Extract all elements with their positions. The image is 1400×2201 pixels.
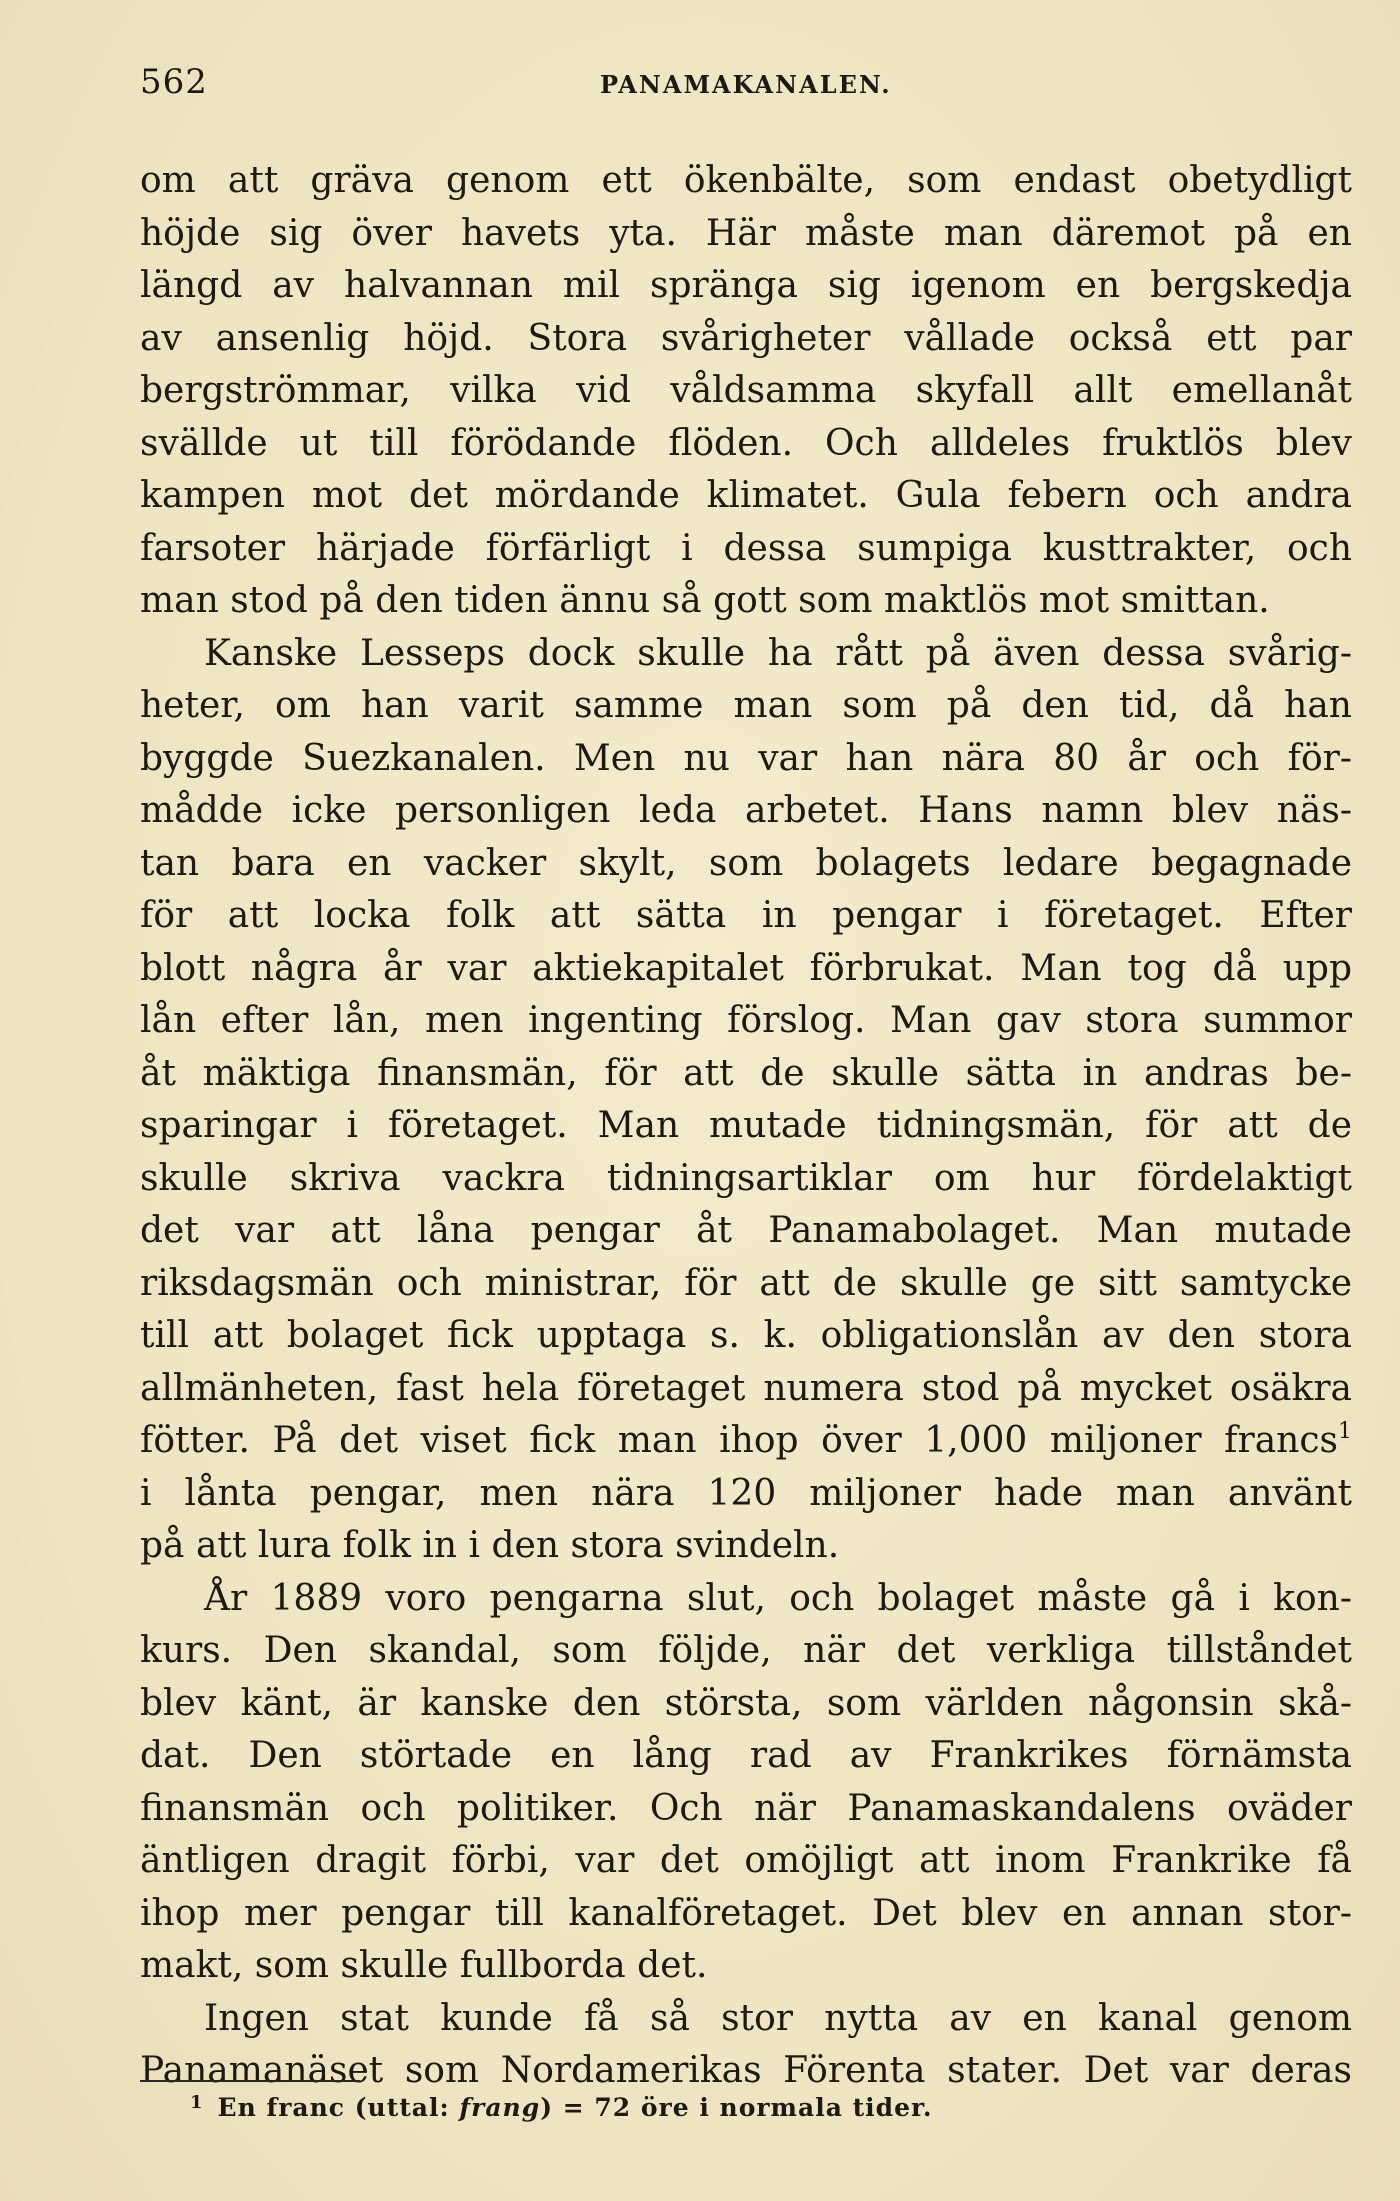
text-line: blott några år var aktiekapitalet förbrukat. Man tog då upp <box>140 947 1352 989</box>
footnote-marker[interactable]: 1 <box>1338 1419 1352 1444</box>
footnote-pronunciation: frang <box>459 2093 541 2122</box>
text-line: till att bolaget fick upptaga s. k. obligationslån av den stora <box>140 1315 1352 1356</box>
text-line: ihop mer pengar till kanalföretaget. Det blev en annan stor- <box>140 1892 1352 1934</box>
body-text <box>140 155 1352 2098</box>
text-line: dat. Den störtade en lång rad av Frankrikes förnämsta <box>140 1735 1352 1776</box>
text-line: av ansenlig höjd. Stora svårigheter vållade också ett par <box>140 317 1352 359</box>
page-header <box>140 62 1350 112</box>
text-line: äntligen dragit förbi, var det omöjligt att inom Frankrike få <box>140 1840 1352 1881</box>
text-line: mådde icke personligen leda arbetet. Hans namn blev näs- <box>140 790 1352 831</box>
text-line: blev känt, är kanske den största, som världen någonsin skå- <box>140 1682 1352 1724</box>
text-line: längd av halvannan mil spränga sig igenom en bergskedja <box>140 265 1352 306</box>
text-line-with-footnote <box>140 1415 1352 1468</box>
text-line: allmänheten, fast hela företaget numera stod på mycket osäkra <box>140 1367 1352 1409</box>
text-line: skulle skriva vackra tidningsartiklar om hur fördelaktigt <box>140 1157 1352 1199</box>
text-line: om att gräva genom ett ökenbälte, som endast obetydligt <box>140 160 1352 201</box>
footnote <box>190 2092 933 2122</box>
running-head: PANAMAKANALEN. <box>600 70 892 99</box>
text-line: riksdagsmän och ministrar, för att de skulle ge sitt samtycke <box>140 1262 1352 1304</box>
paragraph-start-line: Ingen stat kunde få så stor nytta av en kanal genom <box>204 1997 1352 2039</box>
text-line: åt mäktiga finansmän, för att de skulle sätta in andras be- <box>140 1052 1352 1094</box>
page-number: 562 <box>140 62 208 102</box>
text-line: Panamanäset som Nordamerikas Förenta stater. Det var deras <box>140 2050 1352 2091</box>
text-line: i lånta pengar, men nära 120 miljoner hade man använt <box>140 1472 1352 1514</box>
paragraph-start-line: Kanske Lesseps dock skulle ha rått på även dessa svårig- <box>204 632 1352 674</box>
text-line: på att lura folk in i den stora svindeln. <box>140 1525 840 1566</box>
text-line: man stod på den tiden ännu så gott som maktlös mot smittan. <box>140 580 1270 621</box>
text-line: svällde ut till förödande flöden. Och alldeles fruktlös blev <box>140 422 1352 464</box>
text-line: heter, om han varit samme man som på den tid, då han <box>140 685 1352 726</box>
text-line: finansmän och politiker. Och när Panamaskandalens oväder <box>140 1787 1352 1829</box>
text-line: lån efter lån, men ingenting förslog. Man gav stora summor <box>140 1000 1352 1041</box>
footnote-text-start: En franc (uttal: <box>217 2093 460 2122</box>
text-line: för att locka folk att sätta in pengar i företaget. Efter <box>140 895 1352 936</box>
text-line: makt, som skulle fullborda det. <box>140 1945 708 1986</box>
text-line: sparingar i företaget. Man mutade tidningsmän, för att de <box>140 1105 1352 1146</box>
footnote-text-end: ) = 72 öre i normala tider. <box>540 2093 933 2122</box>
text-line: kurs. Den skandal, som följde, när det verkliga tillståndet <box>140 1630 1352 1671</box>
text-line: byggde Suezkanalen. Men nu var han nära 80 år och för- <box>140 737 1352 779</box>
text-line: farsoter härjade förfärligt i dessa sumpiga kusttrakter, och <box>140 527 1352 569</box>
paragraph-start-line: År 1889 voro pengarna slut, och bolaget måste gå i kon- <box>204 1577 1352 1619</box>
text-line: bergströmmar, vilka vid våldsamma skyfall allt emellanåt <box>140 370 1352 411</box>
text-line: kampen mot det mördande klimatet. Gula febern och andra <box>140 475 1352 516</box>
text-line-content: fötter. På det viset fick man ihop över 1,000 miljoner francs <box>140 1420 1338 1461</box>
text-line: höjde sig över havets yta. Här måste man däremot på en <box>140 212 1352 254</box>
text-line: tan bara en vacker skylt, som bolagets ledare begagnade <box>140 842 1352 884</box>
footnote-divider <box>140 2080 360 2082</box>
footnote-number: 1 <box>190 2092 204 2113</box>
text-line: det var att låna pengar åt Panamabolaget. Man mutade <box>140 1210 1352 1251</box>
